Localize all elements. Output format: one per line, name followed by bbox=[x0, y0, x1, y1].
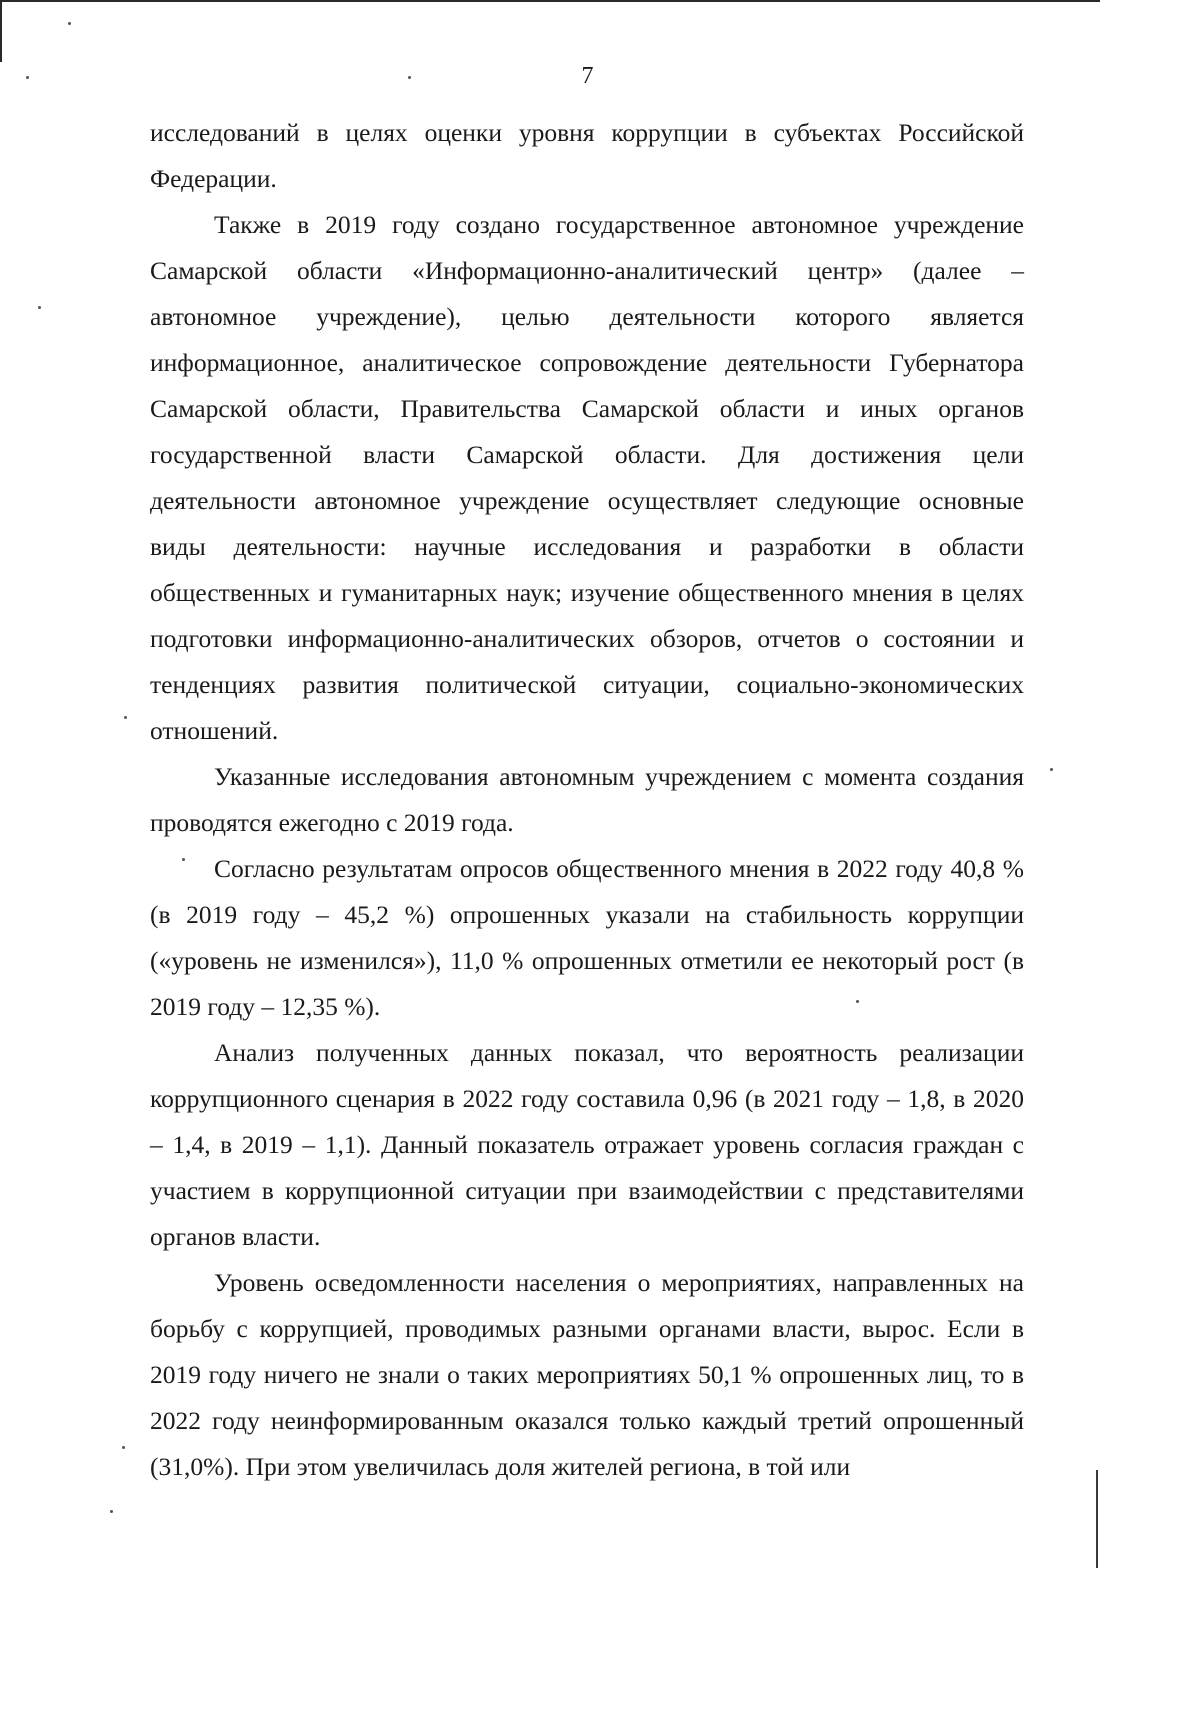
paragraph-5: Анализ полученных данных показал, что вероятность реализации коррупционного сценария в 2022 году составила 0,96 (в 2021 году – 1,8, в 2020 – 1,4, в 2019 – 1,1). Данный показатель отражает уровень согласия граждан с участием в коррупционной ситуации при взаимодействии с представителями органов власти. bbox=[150, 1038, 1024, 1251]
paragraph-4: Согласно результатам опросов общественного мнения в 2022 году 40,8 % (в 2019 году – 45,2 %) опрошенных указали на стабильность коррупции («уровень не изменился»), 11,0 % опрошенных отметили ее некоторый рост (в 2019 году – 12,35 %). bbox=[150, 854, 1024, 1021]
scan-edge-top bbox=[0, 0, 1100, 2]
scan-speck bbox=[38, 306, 41, 309]
paragraph-2: Также в 2019 году создано государственное автономное учреждение Самарской области «Информационно-аналитический центр» (далее – автономное учреждение), целью деятельности которого является информационное, аналитическое сопровождение деятельности Губернатора Самарской области, Правительства Самарской области и иных органов государственной власти Самарской области. Для достижения цели деятельности автономное учреждение осуществляет следующие основные виды деятельности: научные исследования и разработки в области общественных и гуманитарных наук; изучение общественного мнения в целях подготовки информационно-аналитических обзоров, отчетов о состоянии и тенденциях развития политической ситуации, социально-экономических отношений. bbox=[150, 210, 1024, 745]
paragraph-3: Указанные исследования автономным учреждением с момента создания проводятся ежегодно с 2019 года. bbox=[150, 762, 1024, 837]
scan-speck bbox=[122, 1446, 125, 1449]
scan-speck bbox=[1050, 768, 1053, 771]
scan-edge-left bbox=[0, 0, 2, 62]
page-number: 7 bbox=[581, 63, 594, 89]
paragraph-6: Уровень осведомленности населения о мероприятиях, направленных на борьбу с коррупцией, проводимых разными органами власти, вырос. Если в 2019 году ничего не знали о таких мероприятиях 50,1 % опрошенных лиц, то в 2022 году неинформированным оказался только каждый третий опрошенный (31,0%). При этом увеличилась доля жителей региона, в той или bbox=[150, 1268, 1024, 1481]
scan-edge-right bbox=[1096, 1470, 1098, 1568]
scan-speck bbox=[110, 1510, 113, 1513]
scan-speck bbox=[68, 22, 71, 25]
paragraph-1: исследований в целях оценки уровня коррупции в субъектах Российской Федерации. bbox=[150, 118, 1024, 193]
document-body bbox=[150, 110, 1024, 1490]
scan-speck bbox=[124, 716, 127, 719]
